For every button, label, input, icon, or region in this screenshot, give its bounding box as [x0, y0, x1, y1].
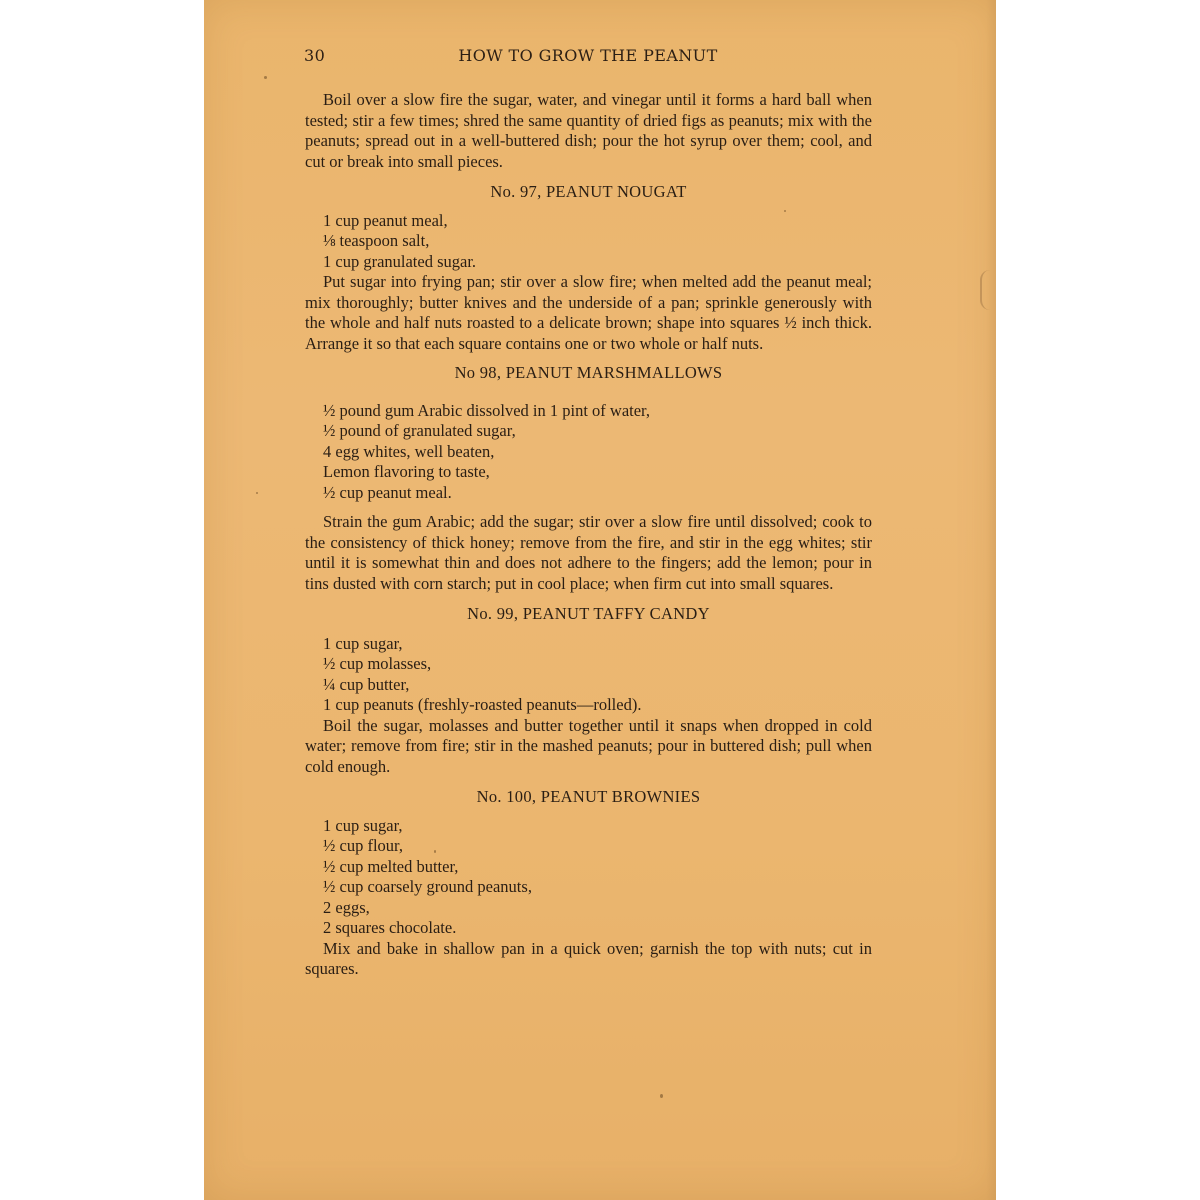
paper-speck	[264, 76, 267, 79]
ingredient-item: ½ cup peanut meal.	[323, 482, 452, 502]
recipe-98-title: No 98, PEANUT MARSHMALLOWS	[454, 363, 723, 382]
ingredient-item: Lemon flavoring to taste,	[323, 462, 490, 481]
running-head	[304, 46, 872, 72]
ingredient-item: 4 egg whites, well beaten,	[323, 441, 495, 461]
ingredient-item: ½ pound gum Arabic dissolved in 1 pint of water,	[323, 400, 651, 420]
recipe-100-title: No. 100, PEANUT BROWNIES	[476, 787, 701, 806]
ingredient-item: 2 squares chocolate.	[323, 918, 457, 937]
recipe-99-title: No. 99, PEANUT TAFFY CANDY	[467, 604, 710, 623]
recipe-97-title: No. 97, PEANUT NOUGAT	[490, 182, 687, 201]
ingredient-item: 1 cup peanut meal,	[323, 210, 448, 230]
ingredient-item: 1 cup peanuts (freshly-roasted peanuts—rolled).	[323, 695, 642, 714]
ingredient-item: ¼ cup butter,	[323, 674, 410, 694]
paper-speck	[256, 492, 258, 494]
page-body	[305, 90, 872, 980]
paper-speck	[660, 1094, 663, 1098]
ingredient-item: 1 cup sugar,	[323, 815, 403, 835]
ingredient-item: ⅛ teaspoon salt,	[323, 231, 430, 250]
recipe-99-ingredients	[305, 634, 872, 716]
intro-paragraph: Boil over a slow fire the sugar, water, and vinegar until it forms a hard ball when tested; stir a few times; shred the same quantity of dried figs as peanuts; mix with the peanuts; spread out in a well-buttered dish; pour the hot syrup over them; cool, and cut or break into small pieces.	[305, 90, 872, 171]
recipe-100-ingredients	[305, 816, 872, 939]
running-title: HOW TO GROW THE PEANUT	[458, 46, 718, 65]
recipe-100-directions: Mix and bake in shallow pan in a quick oven; garnish the top with nuts; cut in squares.	[305, 938, 872, 978]
ingredient-item: ½ cup molasses,	[323, 654, 432, 673]
recipe-97-ingredients	[305, 211, 872, 273]
page-edge-shading	[986, 0, 996, 1200]
ingredient-item: 1 cup sugar,	[323, 633, 403, 653]
recipe-98-ingredients	[305, 401, 872, 504]
ingredient-item: 2 eggs,	[323, 897, 370, 917]
page-number: 30	[304, 46, 326, 65]
ingredient-item: ½ cup flour,	[323, 836, 403, 855]
ingredient-item: 1 cup granulated sugar.	[323, 251, 477, 271]
recipe-97-directions: Put sugar into frying pan; stir over a slow fire; when melted add the peanut meal; mix thoroughly; butter knives and the underside of a pan; sprinkle generously with the whole and half nuts roasted to a delicate brown; shape into squares ½ inch thick. Arrange it so that each square contains one or two whole or half nuts.	[305, 272, 872, 353]
book-page	[204, 0, 996, 1200]
ingredient-item: ½ cup melted butter,	[323, 856, 459, 876]
page-tear-mark	[980, 270, 996, 310]
ingredient-item: ½ pound of granulated sugar,	[323, 421, 516, 440]
recipe-98-directions: Strain the gum Arabic; add the sugar; stir over a slow fire until dissolved; cook to the consistency of thick honey; remove from the fire, and stir in the egg whites; stir until it is somewhat thin and does not adhere to the fingers; add the lemon; pour in tins dusted with corn starch; put in cool place; when firm cut into small squares.	[305, 512, 872, 593]
ingredient-item: ½ cup coarsely ground peanuts,	[323, 877, 532, 896]
recipe-99-directions: Boil the sugar, molasses and butter together until it snaps when dropped in cold water; remove from fire; stir in the mashed peanuts; pour in buttered dish; pull when cold enough.	[305, 715, 872, 776]
